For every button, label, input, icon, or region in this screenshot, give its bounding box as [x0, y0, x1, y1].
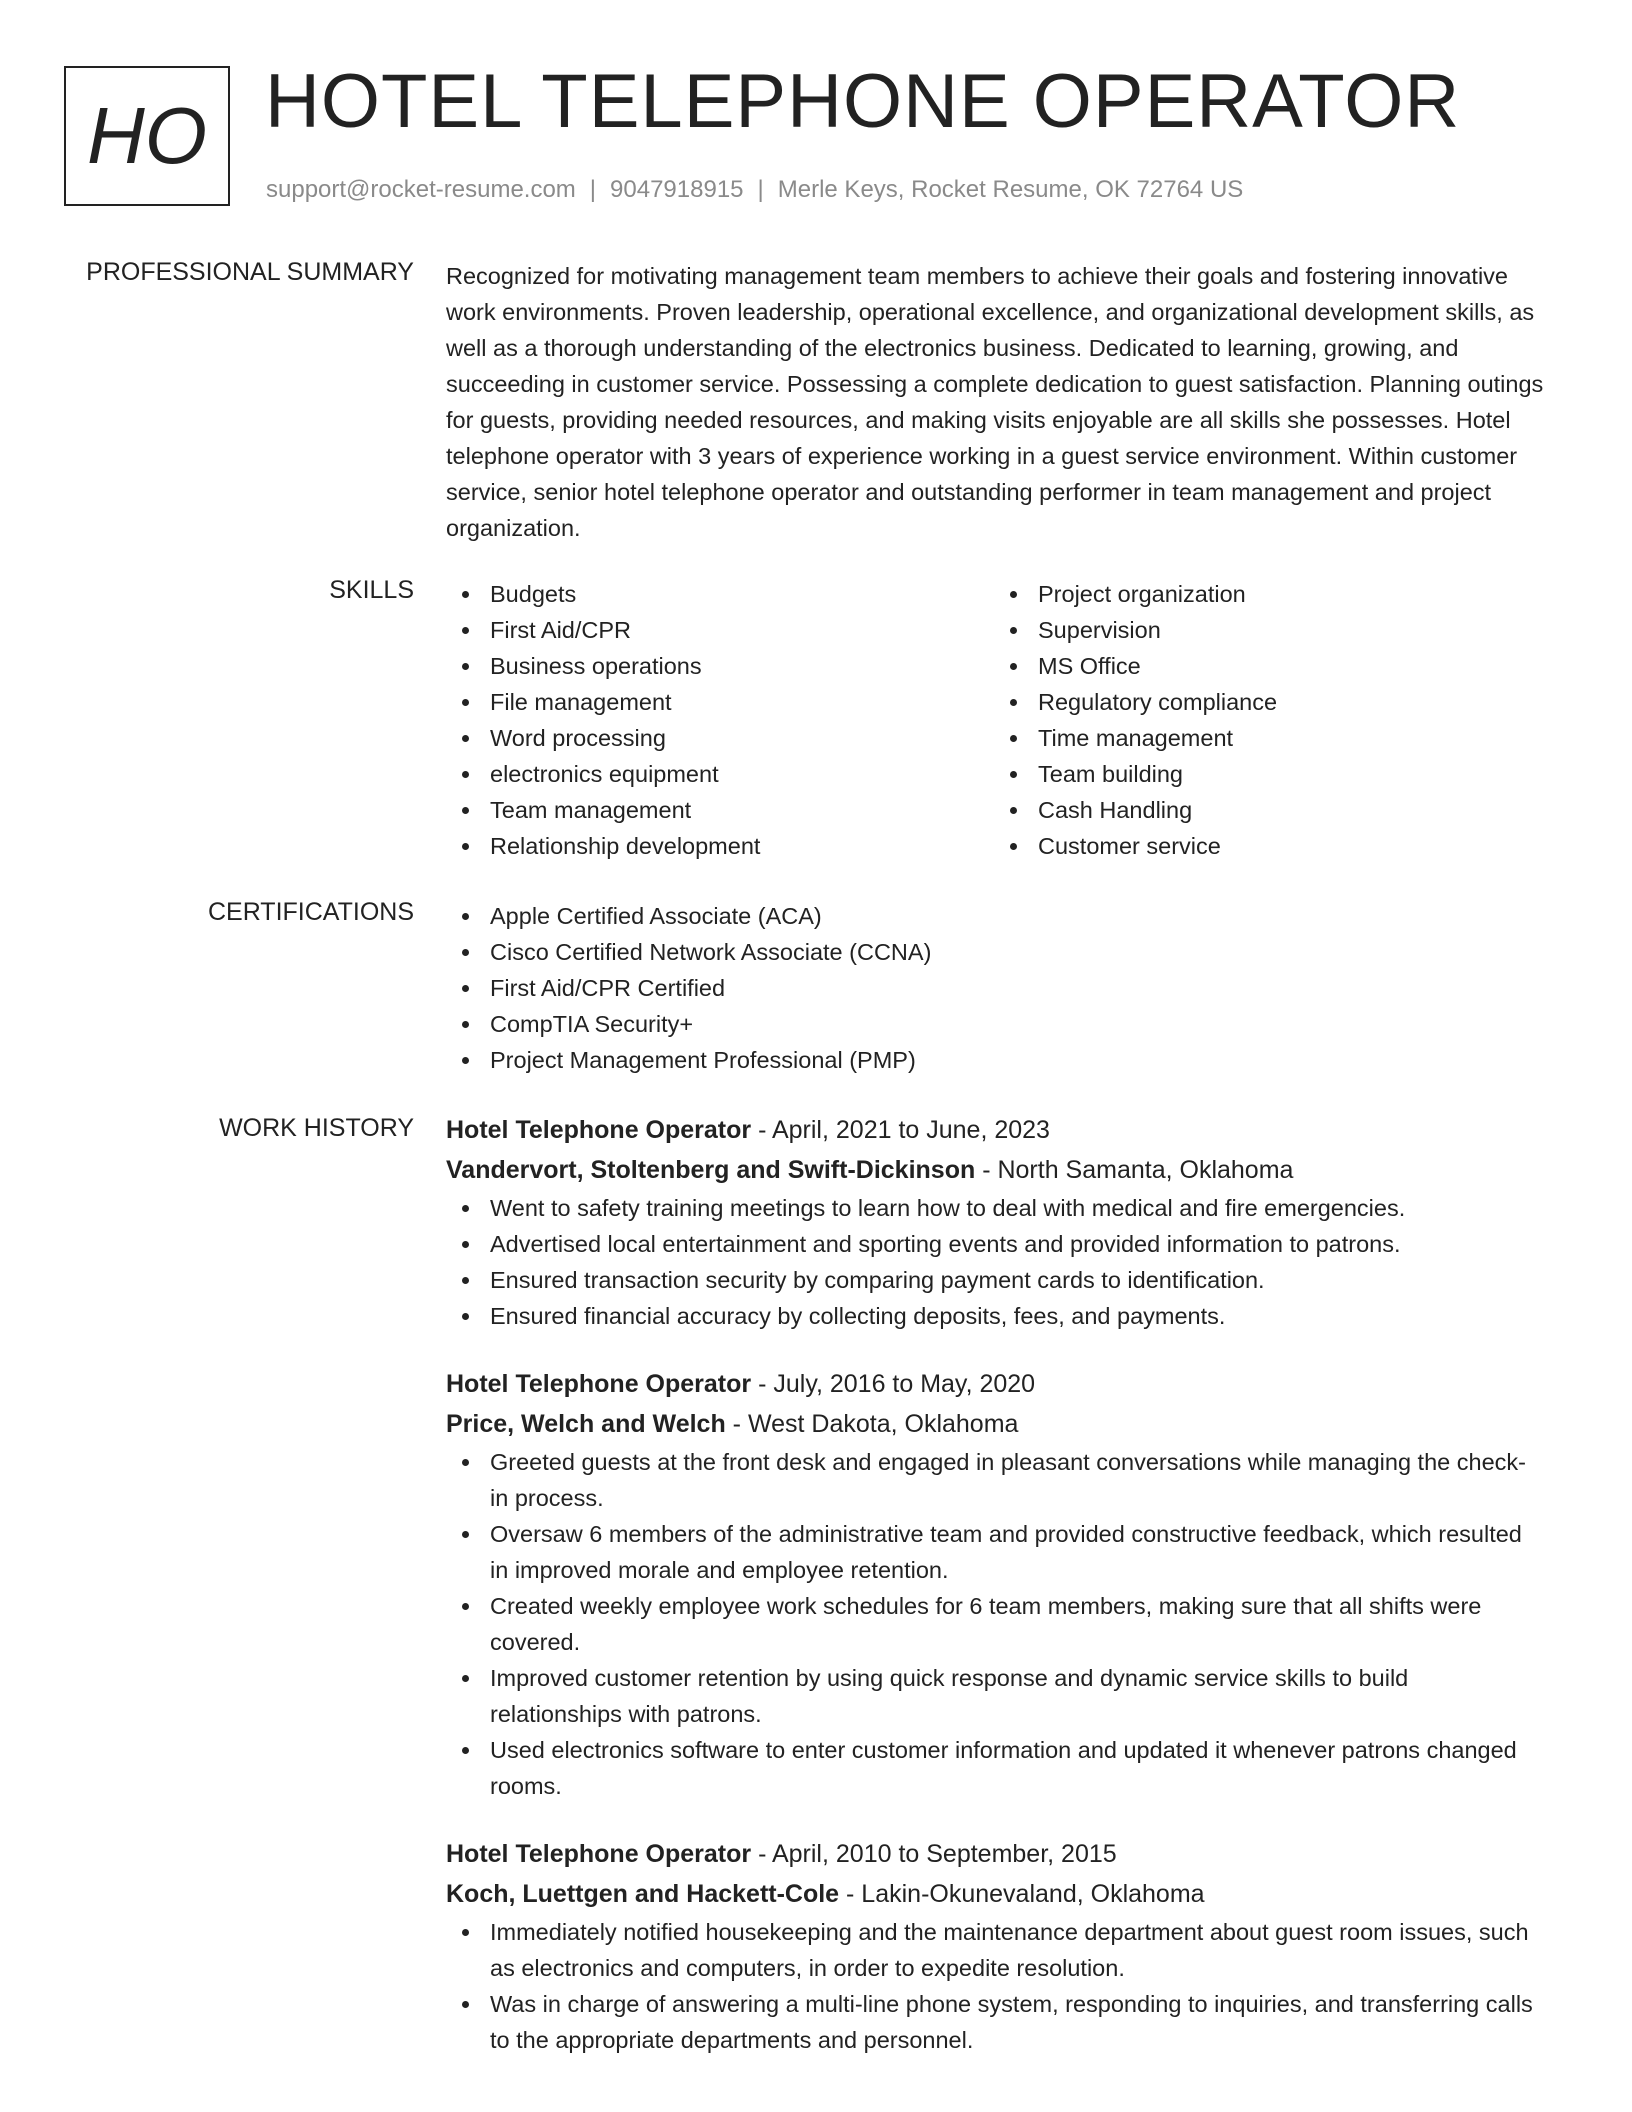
contact-address: Merle Keys, Rocket Resume, OK 72764 US [777, 176, 1244, 203]
job-location: - West Dakota, Oklahoma [725, 1410, 1019, 1438]
job-duty: Was in charge of answering a multi-line phone system, responding to inquiries, and transferring calls to the appropriate departments and personnel. [446, 1986, 1540, 2058]
contact-line [266, 176, 1243, 204]
skill-item: Supervision [994, 612, 1542, 648]
skill-item: Team building [994, 756, 1542, 792]
resume-name-title: HOTEL TELEPHONE OPERATOR [265, 59, 1461, 144]
job-duty: Ensured financial accuracy by collecting deposits, fees, and payments. [446, 1298, 1540, 1334]
job-duties-list [446, 1190, 1546, 1334]
contact-phone[interactable]: 9047918915 [610, 176, 744, 203]
job-duty: Immediately notified housekeeping and the maintenance department about guest room issues, such as electronics and computers, in order to expedite resolution. [446, 1914, 1540, 1986]
job-duty: Ensured transaction security by comparing payment cards to identification. [446, 1262, 1540, 1298]
work-history-label: WORK HISTORY [219, 1114, 414, 1142]
certification-item: CompTIA Security+ [446, 1006, 1546, 1042]
job-title: Hotel Telephone Operator [446, 1840, 752, 1868]
job-company-line [446, 1150, 1546, 1190]
skills-list-left [446, 576, 994, 864]
certification-item: First Aid/CPR Certified [446, 970, 1546, 1006]
monogram-text: HO [87, 91, 207, 180]
job-duties-list [446, 1444, 1546, 1804]
certification-item: Cisco Certified Network Associate (CCNA) [446, 934, 1546, 970]
skill-item: MS Office [994, 648, 1542, 684]
skill-item: Project organization [994, 576, 1542, 612]
job-location: - North Samanta, Oklahoma [975, 1156, 1294, 1184]
certifications-label: CERTIFICATIONS [207, 898, 414, 926]
job-company-line [446, 1404, 1546, 1444]
certifications-body [446, 898, 1546, 1078]
skill-item: Time management [994, 720, 1542, 756]
skills-grid [446, 576, 1546, 864]
job-duty: Advertised local entertainment and sporting events and provided information to patrons. [446, 1226, 1540, 1262]
skill-item: File management [446, 684, 994, 720]
contact-separator: | [757, 176, 764, 203]
skill-item: Regulatory compliance [994, 684, 1542, 720]
certification-item: Project Management Professional (PMP) [446, 1042, 1546, 1078]
job-duty: Went to safety training meetings to learn how to deal with medical and fire emergencies. [446, 1190, 1540, 1226]
summary-text: Recognized for motivating management team members to achieve their goals and fostering innovative work environments. Proven leadership, operational excellence, and organizational development skills, as well as a thorough understanding of the electronics business. Dedicated to learning, growing, and succeeding in customer service. Possessing a complete dedication to guest satisfaction. Planning outings for guests, providing needed resources, and making visits enjoyable are all skills she possesses. Hotel telephone operator with 3 years of experience working in a guest service environment. Within customer service, senior hotel telephone operator and outstanding performer in team management and project organization. [446, 263, 1544, 541]
job-title-line [446, 1834, 1546, 1874]
summary-label: PROFESSIONAL SUMMARY [86, 258, 414, 286]
job-dates: - July, 2016 to May, 2020 [751, 1370, 1036, 1398]
contact-separator: | [589, 176, 597, 203]
work-history-body [446, 1110, 1546, 2058]
job-duties-list [446, 1914, 1546, 2058]
skills-label: SKILLS [329, 576, 414, 604]
job-title: Hotel Telephone Operator [446, 1370, 752, 1398]
job-company-line [446, 1874, 1546, 1914]
job-location: - Lakin-Okunevaland, Oklahoma [839, 1880, 1205, 1908]
job-dates: - April, 2021 to June, 2023 [751, 1116, 1050, 1144]
skill-item: First Aid/CPR [446, 612, 994, 648]
skill-item: Budgets [446, 576, 994, 612]
certification-item: Apple Certified Associate (ACA) [446, 898, 1546, 934]
skill-item: Team management [446, 792, 994, 828]
skill-item: Business operations [446, 648, 994, 684]
job-duty: Used electronics software to enter customer information and updated it whenever patrons changed rooms. [446, 1732, 1540, 1804]
job-title-line [446, 1364, 1546, 1404]
skills-list-right [994, 576, 1542, 864]
job-duty: Created weekly employee work schedules for 6 team members, making sure that all shifts were covered. [446, 1588, 1540, 1660]
contact-email[interactable]: support@rocket-resume.com [266, 176, 576, 203]
summary-body [446, 258, 1546, 546]
job-entry [446, 1364, 1546, 1804]
skill-item: Customer service [994, 828, 1542, 864]
job-duty: Greeted guests at the front desk and engaged in pleasant conversations while managing the check-in process. [446, 1444, 1540, 1516]
job-entry [446, 1110, 1546, 1334]
skill-item: Cash Handling [994, 792, 1542, 828]
job-company: Koch, Luettgen and Hackett-Cole [446, 1880, 840, 1908]
job-duty: Oversaw 6 members of the administrative team and provided constructive feedback, which resulted in improved morale and employee retention. [446, 1516, 1540, 1588]
job-title-line [446, 1110, 1546, 1150]
monogram-box [64, 66, 230, 206]
job-duty: Improved customer retention by using quick response and dynamic service skills to build relationships with patrons. [446, 1660, 1540, 1732]
job-company: Price, Welch and Welch [446, 1410, 726, 1438]
certifications-list [446, 898, 1546, 1078]
skill-item: Relationship development [446, 828, 994, 864]
job-dates: - April, 2010 to September, 2015 [751, 1840, 1117, 1868]
job-title: Hotel Telephone Operator [446, 1116, 752, 1144]
job-entry [446, 1834, 1546, 2058]
skill-item: Word processing [446, 720, 994, 756]
skill-item: electronics equipment [446, 756, 994, 792]
job-company: Vandervort, Stoltenberg and Swift-Dickinson [446, 1156, 976, 1184]
